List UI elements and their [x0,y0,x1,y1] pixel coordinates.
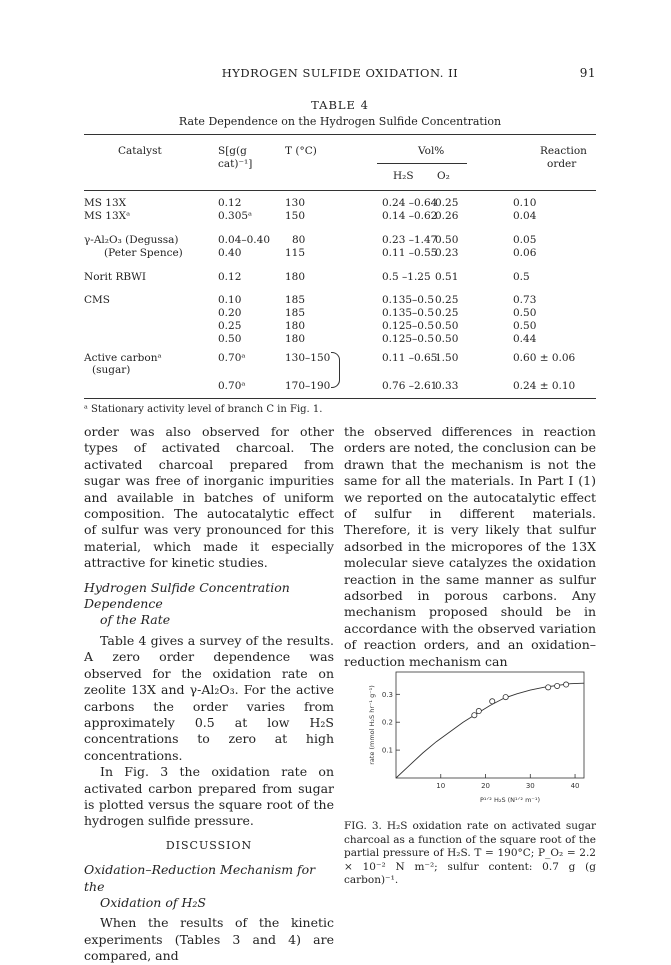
section-heading-cont: of the Rate [100,612,171,628]
th-o2: O₂ [437,170,450,182]
paragraph: order was also observed for other types of activated charcoal. The activated charcoal prepared from sugar was free of inorganic impurities and available in batches of uniform composition. The autocatalytic effect of sulfur was very pronounced for this material, which made it especially attractive for kinetic studies. [84,424,334,571]
discussion-heading: DISCUSSION [165,838,253,852]
th-order-line1: Reaction [540,145,587,157]
x-tick-label: 10 [436,782,446,790]
paragraph: the observed differences in reaction orders are noted, the conclusion can be drawn that the mechanism is not the same for all the materials. In Part I (1) we reported on the autocatalytic effect of sulfur in different materials. Therefore, it is very likely that sulfur adsorbed in the micropores of the 13X molecular sieve catalyzes the oxidation reaction in the same manner as sulfur adsorbed in porous carbons. Any mechanism proposed should be in accordance with the observed variation of reaction orders, and an oxidation–reduction mechanism can [344,424,596,669]
th-catalyst: Catalyst [118,145,162,157]
table-number: TABLE 4 [311,98,369,112]
left-column [84,424,334,965]
data-point [503,695,508,700]
section-heading: Oxidation–Reduction Mechanism for the [84,862,316,894]
section-heading-cont: Oxidation of H₂S [100,894,206,910]
table-bottom-rule [84,398,596,399]
temperature-brace [331,352,340,388]
y-tick-label: 0.1 [381,746,393,755]
figure-caption: FIG. 3. H₂S oxidation rate on activated sugar charcoal as a function of the square root of the partial pressure of H₂S. T = 190°C; P_O₂ = 2.2 × 10⁻² N m⁻²; sulfur content: 0.7 g (g carbon)⁻¹. [344,820,596,886]
table-row: 0.50 180 0.125–0.5 0.50 0.44 [218,333,537,345]
data-point [472,713,477,718]
th-order-line2: order [547,158,577,170]
th-s-line2: cat)⁻¹] [218,158,253,170]
th-h2s: H₂S [393,170,414,182]
th-vol: Vol% [418,145,445,157]
page-number: 91 [579,66,596,80]
x-tick-label: 40 [570,782,580,790]
table-row: γ-Al₂O₃ (Degussa) 0.04–0.40 80 0.23 –1.47 0.50 0.05 [84,234,537,246]
table-row: (Peter Spence) 0.40 115 0.11 –0.55 0.23 0.06 [104,247,537,259]
table-row: Norit RBWI 0.12 180 0.5 –1.25 0.51 0.5 [84,271,530,283]
data-point [476,708,481,713]
data-point [546,685,551,690]
figure-3 [340,662,596,810]
data-point [490,699,495,704]
running-title: HYDROGEN SULFIDE OXIDATION. II [221,66,459,80]
table-row: 0.25 180 0.125–0.5 0.50 0.50 [218,320,537,332]
rate-chart [340,662,596,810]
y-tick-label: 0.2 [381,718,393,727]
table-row: 0.70ᵃ 170–190 0.76 –2.61 0.33 0.24 ± 0.10 [218,380,576,392]
right-column [344,424,596,670]
table-row: 0.20 185 0.135–0.5 0.25 0.50 [218,307,537,319]
running-header [84,66,596,82]
data-point [555,683,560,688]
x-tick-label: 30 [525,782,535,790]
y-axis-label: rate (mmol H₂S hr⁻¹ g⁻¹) [368,685,376,765]
x-tick-label: 20 [481,782,490,790]
paragraph: Table 4 gives a survey of the results. A zero order dependence was observed for the oxidation rate on zeolite 13X and γ-Al₂O₃. For the active carbons the order varies from approximately 0.5 at low H₂S concentrations to zero at high concentrations. [84,632,334,763]
fit-curve [396,683,584,778]
table-header-rule [84,190,596,191]
th-s-line1: S[g(g [218,145,247,157]
y-tick-label: 0.3 [381,690,393,699]
table-row: (sugar) [92,364,131,376]
section-heading: Hydrogen Sulfide Concentration Dependence [84,579,290,612]
table-top-rule [84,134,596,135]
table-row: Active carbonᵃ 0.70ᵃ 130–150 0.11 –0.65 1.50 0.60 ± 0.06 [84,352,576,364]
table-row: CMS 0.10 185 0.135–0.5 0.25 0.73 [84,294,537,306]
data-point [563,682,568,687]
paragraph: In Fig. 3 the oxidation rate on activated carbon prepared from sugar is plotted versus the square root of the hydrogen sulfide pressure. [84,764,334,829]
vol-rule [377,163,467,164]
th-temp: T (°C) [285,145,317,157]
x-axis-label: P¹ᐟ² H₂S (N¹ᐟ² m⁻¹) [480,796,540,804]
table-row: MS 13X 0.12 130 0.24 –0.64 0.25 0.10 [84,197,537,209]
table-footnote: ᵃ Stationary activity level of branch C in Fig. 1. [84,404,323,415]
table-row: MS 13Xᵃ 0.305ᵃ 150 0.14 –0.62 0.26 0.04 [84,210,537,222]
table-caption: Rate Dependence on the Hydrogen Sulfide Concentration [178,115,502,128]
paragraph: When the results of the kinetic experiments (Tables 3 and 4) are compared, and [84,915,334,964]
